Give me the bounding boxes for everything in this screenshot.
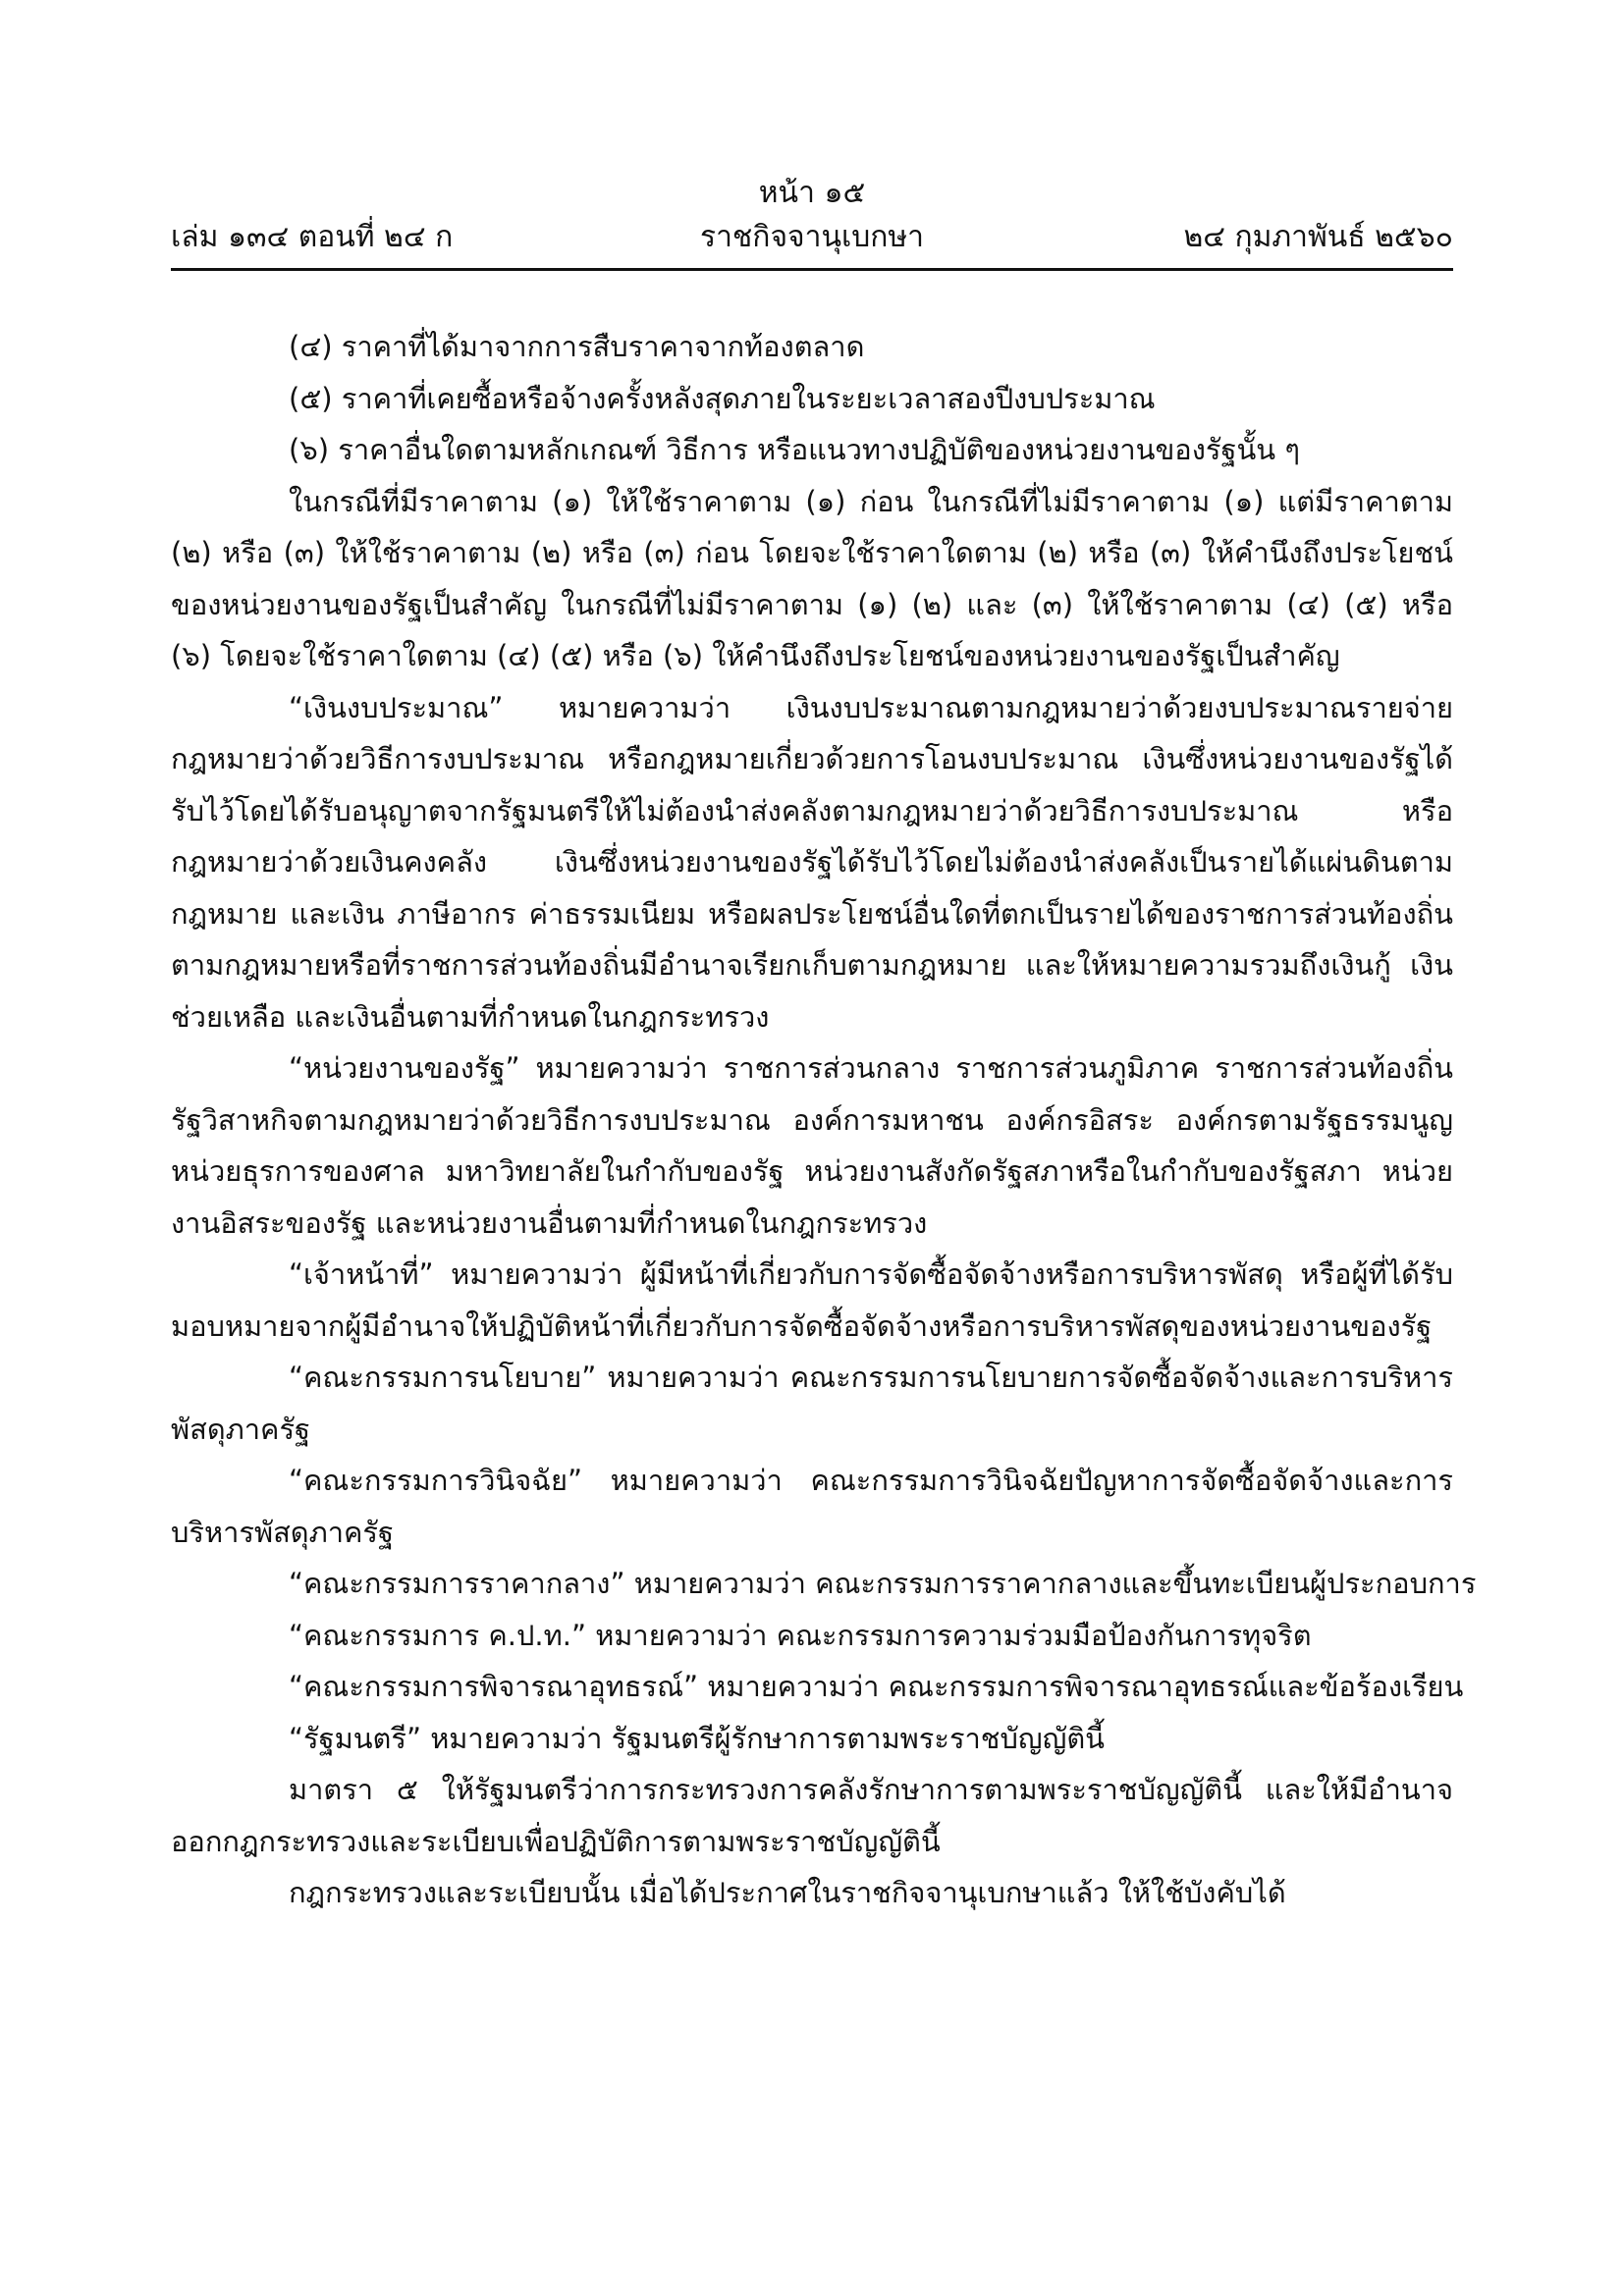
- definition-kpt-committee: “คณะกรรมการ ค.ป.ท.” หมายความว่า คณะกรรมการความร่วมมือป้องกันการทุจริต: [289, 1618, 1312, 1652]
- definition-median-price-committee: “คณะกรรมการราคากลาง” หมายความว่า คณะกรรมการราคากลางและขึ้นทะเบียนผู้ประกอบการ: [289, 1567, 1477, 1600]
- definition-policy-committee: “คณะกรรมการนโยบาย” หมายความว่า คณะกรรมการนโยบายการจัดซื้อจัดจ้างและการบริหารพัสดุภาครัฐ: [171, 1361, 1453, 1446]
- price-item-5: (๕) ราคาที่เคยซื้อหรือจ้างครั้งหลังสุดภายในระยะเวลาสองปีงบประมาณ: [289, 381, 1156, 415]
- definition-minister: “รัฐมนตรี” หมายความว่า รัฐมนตรีผู้รักษาการตามพระราชบัญญัตินี้: [289, 1721, 1105, 1755]
- page-number: หน้า ๑๕: [758, 176, 866, 210]
- volume-issue: เล่ม ๑๓๔ ตอนที่ ๒๔ ก: [171, 220, 454, 254]
- publication-date: ๒๔ กุมภาพันธ์ ๒๕๖๐: [1183, 220, 1453, 254]
- section-5: มาตรา ๕ ให้รัฐมนตรีว่าการกระทรวงการคลังรักษาการตามพระราชบัญญัตินี้ และให้มีอำนาจออกกฎกระทรวงและระเบียบเพื่อปฏิบัติการตามพระราชบัญญัตินี้: [171, 1773, 1453, 1858]
- price-item-4: (๔) ราคาที่ได้มาจากการสืบราคาจากท้องตลาด: [289, 330, 865, 363]
- definition-ruling-committee: “คณะกรรมการวินิจฉัย” หมายความว่า คณะกรรมการวินิจฉัยปัญหาการจัดซื้อจัดจ้างและการบริหารพัสดุภาครัฐ: [171, 1464, 1453, 1549]
- header-divider: [171, 268, 1453, 271]
- definition-officer: “เจ้าหน้าที่” หมายความว่า ผู้มีหน้าที่เกี่ยวกับการจัดซื้อจัดจ้างหรือการบริหารพัสดุ หรือผู้ที่ได้รับมอบหมายจากผู้มีอำนาจให้ปฏิบัติหน้าที่เกี่ยวกับการจัดซื้อจัดจ้างหรือการบริหารพัสดุของหน่วยงานของรัฐ: [171, 1257, 1453, 1343]
- publication-name: ราชกิจจานุเบกษา: [699, 220, 925, 254]
- page-header: [171, 172, 1453, 260]
- definition-state-agency: “หน่วยงานของรัฐ” หมายความว่า ราชการส่วนกลาง ราชการส่วนภูมิภาค ราชการส่วนท้องถิ่น รัฐวิสาหกิจตามกฎหมายว่าด้วยวิธีการงบประมาณ องค์การมหาชน องค์กรอิสระ องค์กรตามรัฐธรรมนูญ หน่วยธุรการของศาล มหาวิทยาลัยในกำกับของรัฐ หน่วยงานสังกัดรัฐสภาหรือในกำกับของรัฐสภา หน่วยงานอิสระของรัฐ และหน่วยงานอื่นตามที่กำหนดในกฎกระทรวง: [171, 1051, 1453, 1240]
- price-item-6: (๖) ราคาอื่นใดตามหลักเกณฑ์ วิธีการ หรือแนวทางปฏิบัติของหน่วยงานของรัฐนั้น ๆ: [289, 433, 1300, 466]
- definition-appeal-committee: “คณะกรรมการพิจารณาอุทธรณ์” หมายความว่า คณะกรรมการพิจารณาอุทธรณ์และข้อร้องเรียน: [289, 1670, 1464, 1703]
- closing-paragraph: กฎกระทรวงและระเบียบนั้น เมื่อได้ประกาศในราชกิจจานุเบกษาแล้ว ให้ใช้บังคับได้: [289, 1876, 1286, 1909]
- definition-budget: “เงินงบประมาณ” หมายความว่า เงินงบประมาณตามกฎหมายว่าด้วยงบประมาณรายจ่าย กฎหมายว่าด้วยวิธีการงบประมาณ หรือกฎหมายเกี่ยวด้วยการโอนงบประมาณ เงินซึ่งหน่วยงานของรัฐได้รับไว้โดยได้รับอนุญาตจากรัฐมนตรีให้ไม่ต้องนำส่งคลังตามกฎหมายว่าด้วยวิธีการงบประมาณ หรือกฎหมายว่าด้วยเงินคงคลัง เงินซึ่งหน่วยงานของรัฐได้รับไว้โดยไม่ต้องนำส่งคลังเป็นรายได้แผ่นดินตามกฎหมาย และเงิน ภาษีอากร ค่าธรรมเนียม หรือผลประโยชน์อื่นใดที่ตกเป็นรายได้ของราชการส่วนท้องถิ่นตามกฎหมายหรือที่ราชการส่วนท้องถิ่นมีอำนาจเรียกเก็บตามกฎหมาย และให้หมายความรวมถึงเงินกู้ เงินช่วยเหลือ และเงินอื่นตามที่กำหนดในกฎกระทรวง: [171, 690, 1453, 1034]
- price-rule-paragraph: ในกรณีที่มีราคาตาม (๑) ให้ใช้ราคาตาม (๑) ก่อน ในกรณีที่ไม่มีราคาตาม (๑) แต่มีราคาตาม (๒) หรือ (๓) ให้ใช้ราคาตาม (๒) หรือ (๓) ก่อน โดยจะใช้ราคาใดตาม (๒) หรือ (๓) ให้คำนึงถึงประโยชน์ของหน่วยงานของรัฐเป็นสำคัญ ในกรณีที่ไม่มีราคาตาม (๑) (๒) และ (๓) ให้ใช้ราคาตาม (๔) (๕) หรือ (๖) โดยจะใช้ราคาใดตาม (๔) (๕) หรือ (๖) ให้คำนึงถึงประโยชน์ของหน่วยงานของรัฐเป็นสำคัญ: [171, 484, 1453, 672]
- header-meta-row: [171, 215, 1453, 260]
- document-body: [171, 321, 1477, 1919]
